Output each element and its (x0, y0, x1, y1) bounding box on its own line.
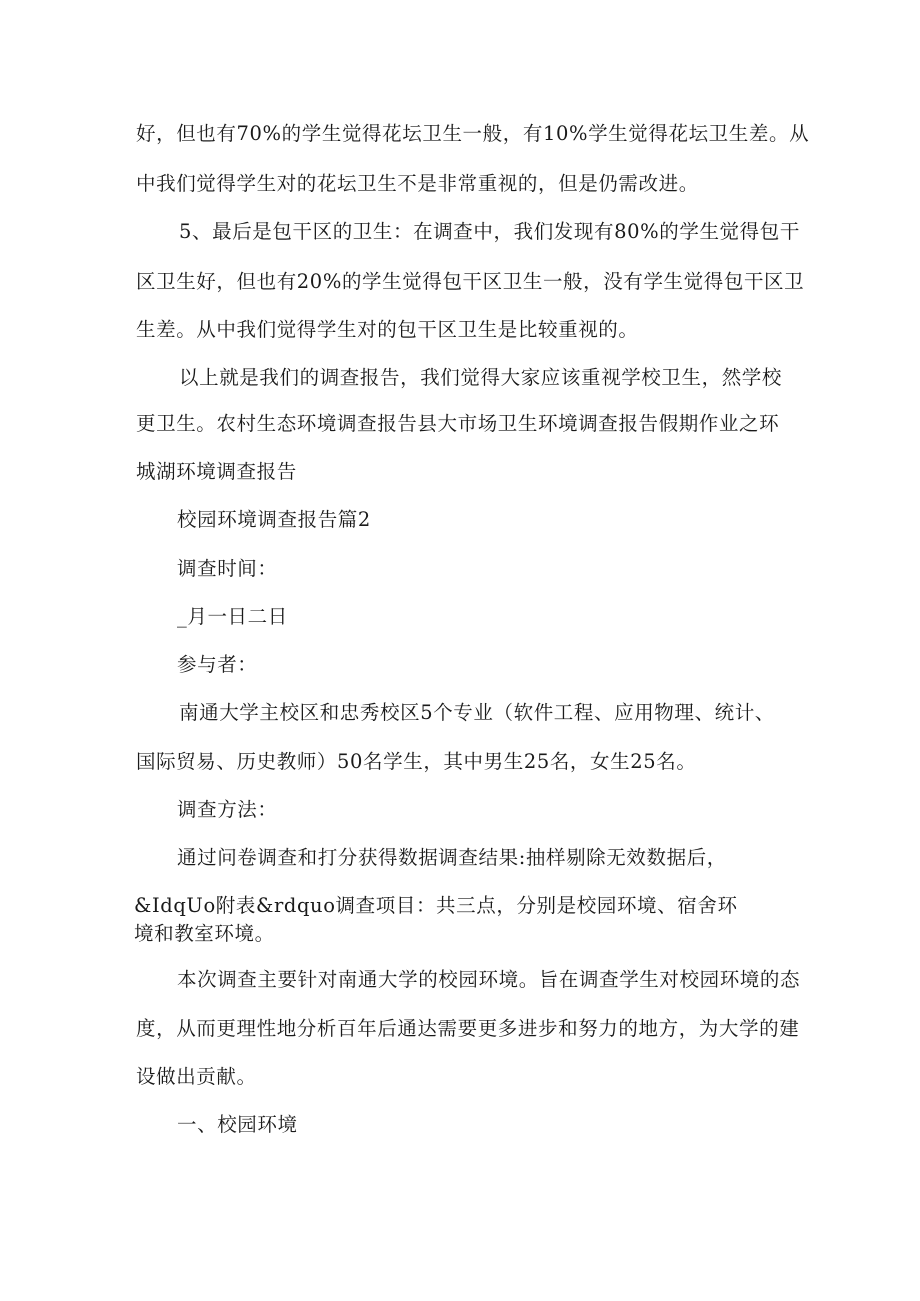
text-line-2: 中我们觉得学生对的花坛卫生不是非常重视的，但是仍需改进。 (136, 172, 699, 195)
text-line-5: 生差。从中我们觉得学生对的包干区卫生是比较重视的。 (136, 318, 639, 341)
text-line-13: 南通大学主校区和忠秀校区5个专业（软件工程、应用物理、统计、 (179, 701, 775, 724)
section-heading: 校园环境调查报告篇2 (177, 508, 371, 531)
text-line-7: 更卫生。农村生态环境调查报告县大市场卫生环境调查报告假期作业之环 (136, 412, 780, 435)
text-line-14: 国际贸易、历史教师）50名学生，其中男生25名，女生25名。 (136, 750, 697, 773)
text-line-10: 调查时间： (177, 557, 278, 580)
text-line-16: 通过问卷调查和打分获得数据调查结果:抽样剔除无效数据后， (177, 846, 727, 869)
text-line-17: &IdqUo附表&rdquo调查项目：共三点，分别是校园环境、宿舍环 (134, 894, 738, 917)
text-line-6: 以上就是我们的调查报告，我们觉得大家应该重视学校卫生，然学校 (179, 366, 783, 389)
text-line-11: _月一日二日 (177, 605, 288, 628)
text-line-12: 参与者： (177, 653, 258, 676)
text-line-20: 度，从而更理性地分析百年后通达需要更多进步和努力的地方，为大学的建 (136, 1017, 800, 1040)
text-line-15: 调查方法： (177, 798, 278, 821)
subheading-campus-environment: 一、校园环境 (177, 1113, 298, 1136)
text-line-8: 城湖环境调查报告 (136, 460, 297, 483)
text-line-1: 好，但也有70%的学生觉得花坛卫生一般，有10%学生觉得花坛卫生差。从 (136, 122, 810, 145)
text-line-21: 设做出贡献。 (136, 1065, 257, 1088)
text-line-4: 区卫生好，但也有20%的学生觉得包干区卫生一般，没有学生觉得包干区卫 (136, 270, 805, 293)
text-line-18: 境和教室环境。 (134, 922, 275, 945)
text-line-19: 本次调查主要针对南通大学的校园环境。旨在调查学生对校园环境的态 (177, 968, 801, 991)
text-line-3: 5、最后是包干区的卫生：在调查中，我们发现有80%的学生觉得包干 (179, 220, 800, 243)
